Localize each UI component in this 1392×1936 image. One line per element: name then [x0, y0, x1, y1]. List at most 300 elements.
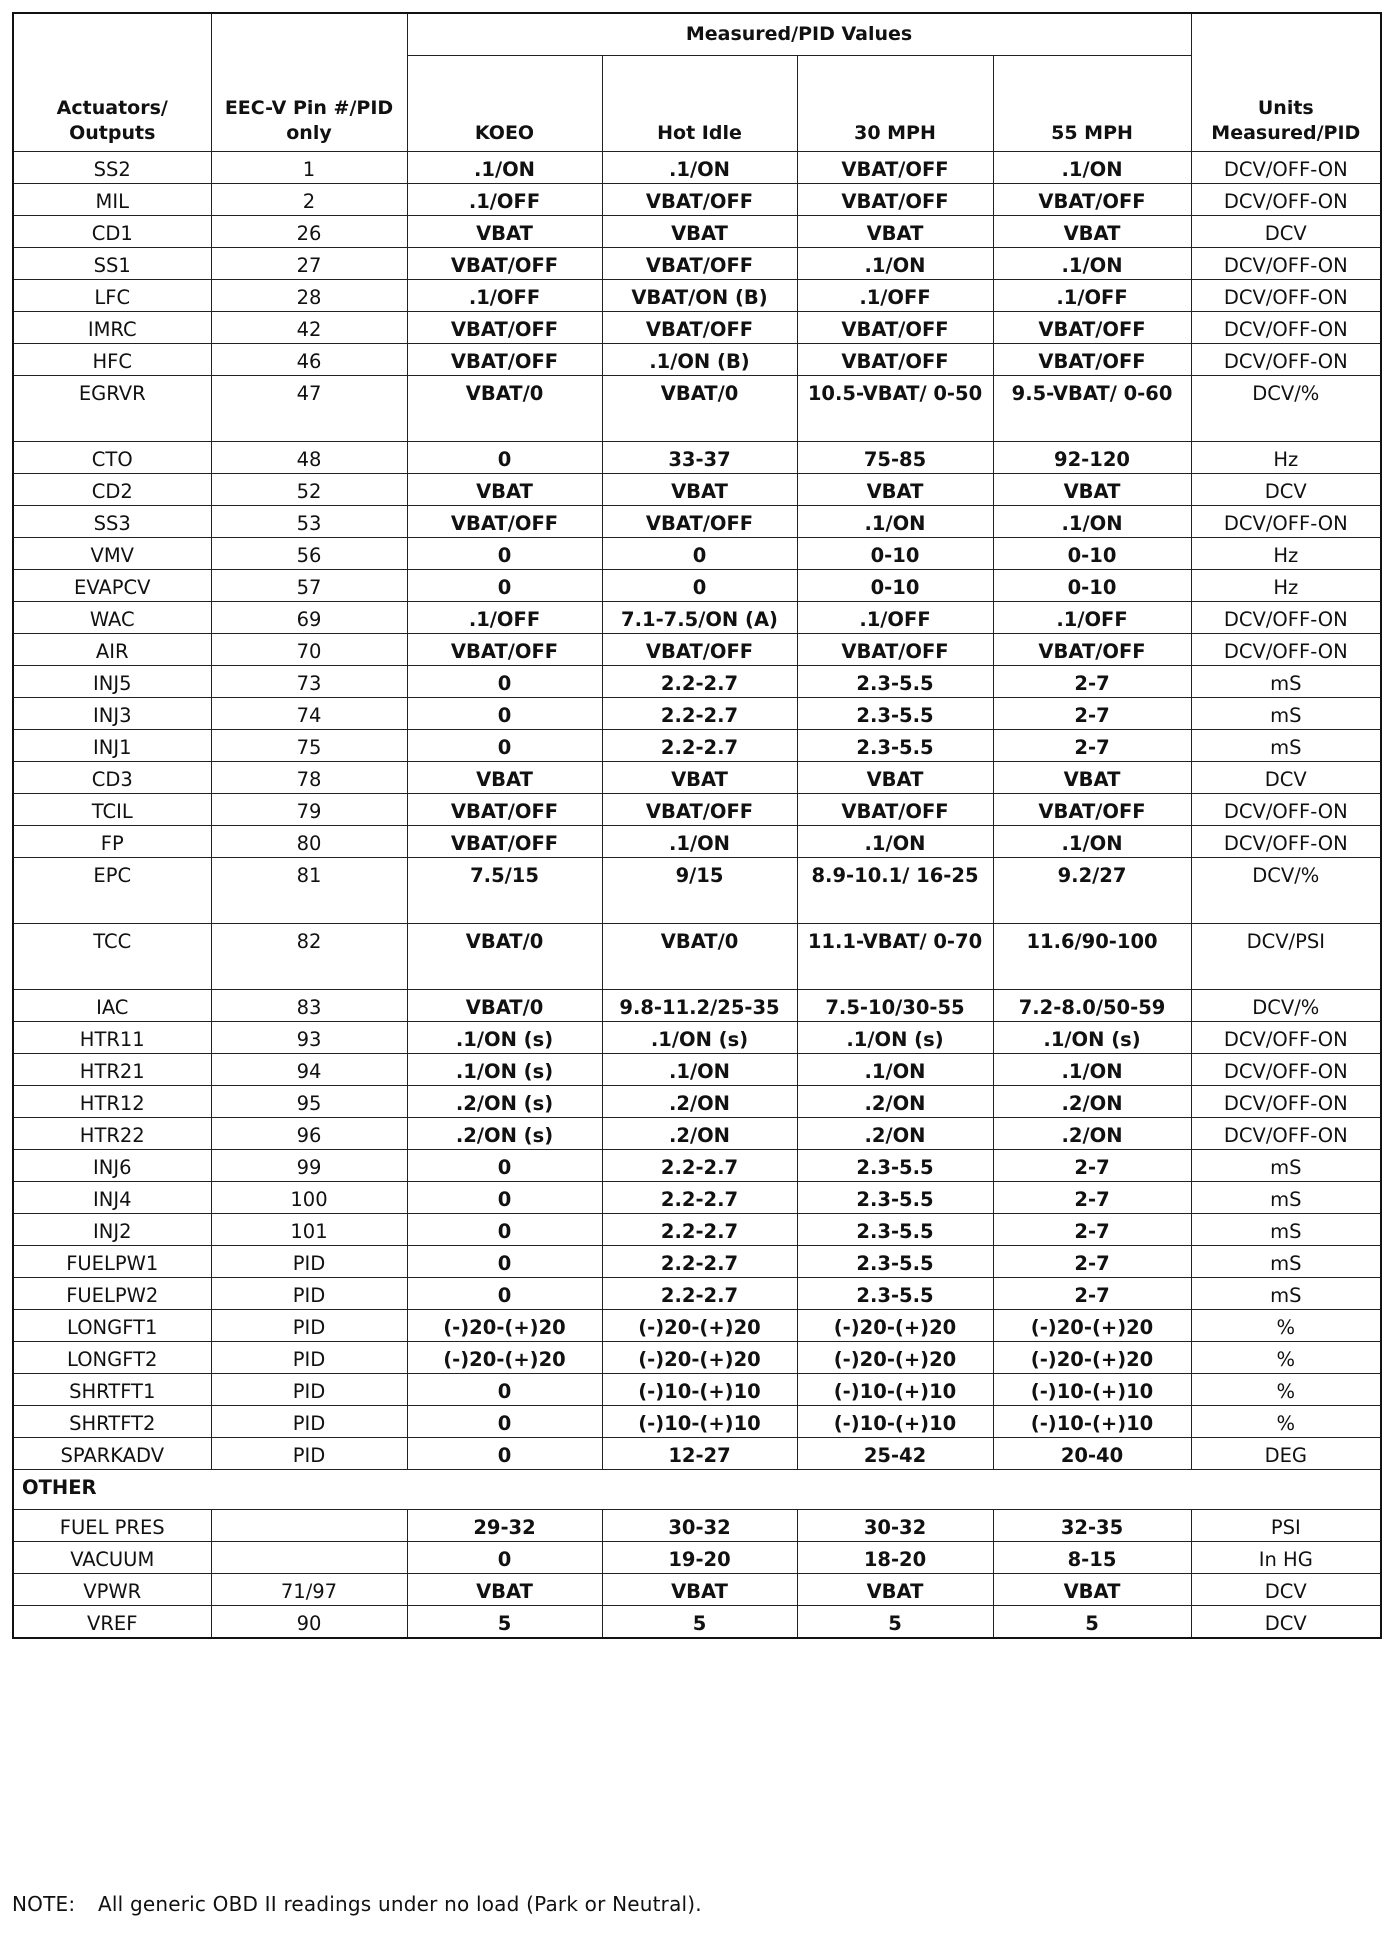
header-pin: EEC-V Pin #/PID only [211, 13, 407, 152]
cell-mph30: 2.3-5.5 [797, 1246, 993, 1278]
cell-koeo: 0 [407, 698, 602, 730]
cell-name: INJ1 [13, 730, 211, 762]
cell-name: HTR22 [13, 1118, 211, 1150]
cell-mph55: .2/ON [993, 1118, 1191, 1150]
table-row [13, 1182, 1381, 1214]
cell-unit: mS [1191, 1246, 1381, 1278]
cell-mph30: .1/OFF [797, 280, 993, 312]
cell-hot-idle: VBAT/0 [602, 376, 797, 442]
cell-name: VPWR [13, 1574, 211, 1606]
cell-pin: 73 [211, 666, 407, 698]
cell-unit: DCV [1191, 1574, 1381, 1606]
cell-mph30: .1/ON [797, 1054, 993, 1086]
cell-koeo: .1/ON (s) [407, 1054, 602, 1086]
cell-pin: 96 [211, 1118, 407, 1150]
cell-koeo: 29-32 [407, 1510, 602, 1542]
cell-unit: Hz [1191, 570, 1381, 602]
cell-koeo: VBAT/OFF [407, 344, 602, 376]
pid-values-table [12, 12, 1382, 1639]
cell-mph30: .1/ON [797, 248, 993, 280]
cell-mph55: 9.2/27 [993, 858, 1191, 924]
table-row [13, 1086, 1381, 1118]
cell-hot-idle: 12-27 [602, 1438, 797, 1470]
cell-hot-idle: VBAT/OFF [602, 794, 797, 826]
cell-koeo: 0 [407, 1150, 602, 1182]
cell-unit: DCV/% [1191, 376, 1381, 442]
table-row [13, 152, 1381, 184]
cell-unit: DCV/OFF-ON [1191, 1022, 1381, 1054]
cell-koeo: 0 [407, 442, 602, 474]
cell-mph55: VBAT/OFF [993, 184, 1191, 216]
cell-unit: mS [1191, 730, 1381, 762]
cell-name: WAC [13, 602, 211, 634]
cell-koeo: (-)20-(+)20 [407, 1310, 602, 1342]
cell-name: CD2 [13, 474, 211, 506]
cell-unit: mS [1191, 1278, 1381, 1310]
table-row [13, 248, 1381, 280]
header-actuators: Actuators/ Outputs [13, 13, 211, 152]
cell-mph30: VBAT/OFF [797, 794, 993, 826]
cell-name: VREF [13, 1606, 211, 1638]
table-row [13, 634, 1381, 666]
cell-mph55: 2-7 [993, 1214, 1191, 1246]
cell-mph55: .1/ON (s) [993, 1022, 1191, 1054]
cell-unit: Hz [1191, 538, 1381, 570]
cell-mph55: (-)10-(+)10 [993, 1374, 1191, 1406]
cell-unit: DCV/OFF-ON [1191, 1086, 1381, 1118]
cell-hot-idle: .1/ON [602, 1054, 797, 1086]
cell-hot-idle: 5 [602, 1606, 797, 1638]
cell-mph55: VBAT/OFF [993, 344, 1191, 376]
cell-mph30: .1/ON [797, 826, 993, 858]
cell-unit: DCV/% [1191, 990, 1381, 1022]
table-row [13, 1574, 1381, 1606]
cell-mph30: VBAT [797, 216, 993, 248]
cell-hot-idle: VBAT [602, 762, 797, 794]
cell-pin: 74 [211, 698, 407, 730]
cell-pin: 47 [211, 376, 407, 442]
cell-name: CTO [13, 442, 211, 474]
cell-name: EPC [13, 858, 211, 924]
cell-mph55: VBAT/OFF [993, 794, 1191, 826]
cell-hot-idle: 2.2-2.7 [602, 1182, 797, 1214]
cell-pin: 42 [211, 312, 407, 344]
cell-pin: 71/97 [211, 1574, 407, 1606]
cell-pin: 70 [211, 634, 407, 666]
cell-name: LONGFT2 [13, 1342, 211, 1374]
cell-mph30: VBAT/OFF [797, 152, 993, 184]
cell-mph55: VBAT/OFF [993, 634, 1191, 666]
table-row [13, 1342, 1381, 1374]
cell-name: CD1 [13, 216, 211, 248]
cell-pin: 95 [211, 1086, 407, 1118]
cell-pin: 48 [211, 442, 407, 474]
cell-unit: DCV/OFF-ON [1191, 344, 1381, 376]
cell-koeo: 0 [407, 570, 602, 602]
cell-mph30: 25-42 [797, 1438, 993, 1470]
section-label: OTHER [13, 1470, 1381, 1510]
cell-name: EGRVR [13, 376, 211, 442]
cell-mph55: 9.5-VBAT/ 0-60 [993, 376, 1191, 442]
cell-mph30: (-)20-(+)20 [797, 1310, 993, 1342]
cell-koeo: VBAT/0 [407, 990, 602, 1022]
cell-hot-idle: (-)20-(+)20 [602, 1342, 797, 1374]
cell-koeo: 0 [407, 538, 602, 570]
cell-unit: DCV/% [1191, 858, 1381, 924]
table-row [13, 1118, 1381, 1150]
cell-hot-idle: VBAT/ON (B) [602, 280, 797, 312]
cell-name: LFC [13, 280, 211, 312]
table-row [13, 280, 1381, 312]
table-row [13, 570, 1381, 602]
table-row [13, 1214, 1381, 1246]
cell-hot-idle: 2.2-2.7 [602, 666, 797, 698]
cell-name: IAC [13, 990, 211, 1022]
cell-koeo: 0 [407, 666, 602, 698]
cell-koeo: VBAT/OFF [407, 634, 602, 666]
cell-koeo: 0 [407, 1374, 602, 1406]
cell-unit: DCV/OFF-ON [1191, 602, 1381, 634]
cell-hot-idle: 7.1-7.5/ON (A) [602, 602, 797, 634]
cell-name: FUELPW1 [13, 1246, 211, 1278]
cell-mph55: 2-7 [993, 1278, 1191, 1310]
cell-unit: DCV/OFF-ON [1191, 1054, 1381, 1086]
cell-mph30: .1/ON (s) [797, 1022, 993, 1054]
cell-name: HTR21 [13, 1054, 211, 1086]
cell-mph55: VBAT [993, 216, 1191, 248]
cell-name: SS1 [13, 248, 211, 280]
cell-unit: DCV/OFF-ON [1191, 826, 1381, 858]
cell-hot-idle: .1/ON (B) [602, 344, 797, 376]
cell-name: EVAPCV [13, 570, 211, 602]
cell-mph30: .2/ON [797, 1118, 993, 1150]
cell-hot-idle: VBAT [602, 216, 797, 248]
cell-hot-idle: .2/ON [602, 1086, 797, 1118]
cell-mph30: 2.3-5.5 [797, 730, 993, 762]
cell-unit: DEG [1191, 1438, 1381, 1470]
cell-pin: 28 [211, 280, 407, 312]
cell-koeo: VBAT/0 [407, 924, 602, 990]
cell-hot-idle: 2.2-2.7 [602, 1214, 797, 1246]
cell-hot-idle: 2.2-2.7 [602, 1246, 797, 1278]
cell-pin: 56 [211, 538, 407, 570]
cell-hot-idle: 2.2-2.7 [602, 1278, 797, 1310]
cell-pin: PID [211, 1246, 407, 1278]
table-row [13, 602, 1381, 634]
cell-mph55: .1/ON [993, 152, 1191, 184]
table-row [13, 506, 1381, 538]
cell-unit: % [1191, 1406, 1381, 1438]
cell-unit: mS [1191, 1214, 1381, 1246]
cell-name: TCC [13, 924, 211, 990]
cell-hot-idle: .1/ON (s) [602, 1022, 797, 1054]
cell-mph30: .1/ON [797, 506, 993, 538]
cell-mph30: .2/ON [797, 1086, 993, 1118]
table-row [13, 794, 1381, 826]
cell-name: AIR [13, 634, 211, 666]
cell-mph55: .1/ON [993, 506, 1191, 538]
cell-koeo: VBAT/0 [407, 376, 602, 442]
table-row [13, 1054, 1381, 1086]
cell-name: FUELPW2 [13, 1278, 211, 1310]
cell-mph55: .2/ON [993, 1086, 1191, 1118]
cell-mph30: 2.3-5.5 [797, 1150, 993, 1182]
cell-mph30: 5 [797, 1606, 993, 1638]
table-row [13, 762, 1381, 794]
cell-pin: PID [211, 1278, 407, 1310]
cell-hot-idle: 33-37 [602, 442, 797, 474]
cell-unit: mS [1191, 1182, 1381, 1214]
cell-mph55: 20-40 [993, 1438, 1191, 1470]
cell-unit: DCV/OFF-ON [1191, 634, 1381, 666]
cell-koeo: 0 [407, 1278, 602, 1310]
cell-name: FUEL PRES [13, 1510, 211, 1542]
table-row [13, 666, 1381, 698]
cell-unit: DCV/OFF-ON [1191, 794, 1381, 826]
cell-koeo: .1/ON (s) [407, 1022, 602, 1054]
cell-hot-idle: 2.2-2.7 [602, 1150, 797, 1182]
table-row [13, 344, 1381, 376]
cell-mph30: 10.5-VBAT/ 0-50 [797, 376, 993, 442]
cell-mph55: 0-10 [993, 570, 1191, 602]
cell-mph55: VBAT/OFF [993, 312, 1191, 344]
table-row [13, 184, 1381, 216]
table-row [13, 1406, 1381, 1438]
cell-mph30: 11.1-VBAT/ 0-70 [797, 924, 993, 990]
cell-mph55: (-)20-(+)20 [993, 1310, 1191, 1342]
cell-mph55: .1/OFF [993, 602, 1191, 634]
cell-hot-idle: 9.8-11.2/25-35 [602, 990, 797, 1022]
cell-hot-idle: 30-32 [602, 1510, 797, 1542]
cell-pin: 52 [211, 474, 407, 506]
cell-mph30: (-)10-(+)10 [797, 1374, 993, 1406]
table-row [13, 1542, 1381, 1574]
cell-koeo: .1/OFF [407, 280, 602, 312]
cell-hot-idle: .1/ON [602, 826, 797, 858]
cell-pin: 46 [211, 344, 407, 376]
cell-mph30: 2.3-5.5 [797, 666, 993, 698]
cell-hot-idle: VBAT/OFF [602, 312, 797, 344]
cell-pin: 69 [211, 602, 407, 634]
cell-unit: % [1191, 1374, 1381, 1406]
table-row [13, 924, 1381, 990]
cell-mph55: VBAT [993, 1574, 1191, 1606]
table-row [13, 826, 1381, 858]
table-row [13, 1374, 1381, 1406]
cell-hot-idle: VBAT/OFF [602, 248, 797, 280]
cell-pin [211, 1510, 407, 1542]
cell-koeo: (-)20-(+)20 [407, 1342, 602, 1374]
cell-mph55: 5 [993, 1606, 1191, 1638]
cell-mph30: VBAT/OFF [797, 184, 993, 216]
cell-pin: 90 [211, 1606, 407, 1638]
header-30-mph: 30 MPH [797, 56, 993, 152]
cell-hot-idle: VBAT/OFF [602, 184, 797, 216]
cell-pin: 100 [211, 1182, 407, 1214]
cell-koeo: 7.5/15 [407, 858, 602, 924]
cell-mph30: 2.3-5.5 [797, 698, 993, 730]
cell-mph55: 8-15 [993, 1542, 1191, 1574]
cell-pin: 2 [211, 184, 407, 216]
section-row-other [13, 1470, 1381, 1510]
cell-koeo: VBAT/OFF [407, 248, 602, 280]
cell-unit: DCV/OFF-ON [1191, 1118, 1381, 1150]
cell-mph55: 11.6/90-100 [993, 924, 1191, 990]
cell-mph30: 0-10 [797, 570, 993, 602]
cell-unit: DCV/OFF-ON [1191, 312, 1381, 344]
cell-name: VACUUM [13, 1542, 211, 1574]
cell-koeo: .1/ON [407, 152, 602, 184]
cell-mph30: 8.9-10.1/ 16-25 [797, 858, 993, 924]
cell-unit: % [1191, 1342, 1381, 1374]
cell-name: INJ3 [13, 698, 211, 730]
cell-koeo: .2/ON (s) [407, 1118, 602, 1150]
table-row [13, 1022, 1381, 1054]
cell-unit: mS [1191, 698, 1381, 730]
cell-name: HTR12 [13, 1086, 211, 1118]
cell-unit: DCV/OFF-ON [1191, 280, 1381, 312]
cell-mph30: (-)10-(+)10 [797, 1406, 993, 1438]
cell-pin: 101 [211, 1214, 407, 1246]
cell-hot-idle: .2/ON [602, 1118, 797, 1150]
cell-mph55: .1/OFF [993, 280, 1191, 312]
cell-mph55: 2-7 [993, 1246, 1191, 1278]
note-label: NOTE: [12, 1892, 76, 1916]
cell-pin: 81 [211, 858, 407, 924]
cell-mph55: (-)10-(+)10 [993, 1406, 1191, 1438]
cell-mph55: 92-120 [993, 442, 1191, 474]
cell-unit: DCV/PSI [1191, 924, 1381, 990]
cell-hot-idle: VBAT [602, 474, 797, 506]
cell-name: VMV [13, 538, 211, 570]
cell-name: MIL [13, 184, 211, 216]
header-units: Units Measured/PID [1191, 13, 1381, 152]
cell-unit: mS [1191, 1150, 1381, 1182]
cell-pin: 79 [211, 794, 407, 826]
cell-mph55: .1/ON [993, 826, 1191, 858]
cell-name: LONGFT1 [13, 1310, 211, 1342]
cell-mph30: VBAT [797, 1574, 993, 1606]
cell-koeo: 0 [407, 1438, 602, 1470]
cell-mph55: .1/ON [993, 248, 1191, 280]
cell-koeo: VBAT [407, 216, 602, 248]
cell-mph55: 7.2-8.0/50-59 [993, 990, 1191, 1022]
note-text: All generic OBD II readings under no load (Park or Neutral). [98, 1892, 702, 1916]
cell-pin: PID [211, 1374, 407, 1406]
cell-unit: DCV/OFF-ON [1191, 152, 1381, 184]
cell-pin [211, 1542, 407, 1574]
cell-mph30: VBAT/OFF [797, 344, 993, 376]
cell-hot-idle: VBAT/0 [602, 924, 797, 990]
cell-koeo: VBAT/OFF [407, 826, 602, 858]
cell-unit: DCV [1191, 474, 1381, 506]
cell-hot-idle: (-)20-(+)20 [602, 1310, 797, 1342]
cell-unit: mS [1191, 666, 1381, 698]
cell-pin: 94 [211, 1054, 407, 1086]
cell-hot-idle: 2.2-2.7 [602, 698, 797, 730]
cell-name: TCIL [13, 794, 211, 826]
cell-pin: 80 [211, 826, 407, 858]
table-row [13, 474, 1381, 506]
cell-unit: DCV/OFF-ON [1191, 184, 1381, 216]
cell-unit: DCV/OFF-ON [1191, 248, 1381, 280]
cell-mph30: VBAT/OFF [797, 634, 993, 666]
cell-hot-idle: 19-20 [602, 1542, 797, 1574]
cell-pin: 83 [211, 990, 407, 1022]
cell-mph30: 75-85 [797, 442, 993, 474]
cell-hot-idle: VBAT [602, 1574, 797, 1606]
cell-mph55: .1/ON [993, 1054, 1191, 1086]
cell-pin: PID [211, 1310, 407, 1342]
cell-pin: 93 [211, 1022, 407, 1054]
cell-mph30: VBAT/OFF [797, 312, 993, 344]
table-row [13, 538, 1381, 570]
table-row [13, 1278, 1381, 1310]
cell-name: SHRTFT1 [13, 1374, 211, 1406]
cell-pin: 99 [211, 1150, 407, 1182]
cell-koeo: VBAT [407, 474, 602, 506]
cell-koeo: VBAT/OFF [407, 794, 602, 826]
cell-unit: DCV [1191, 762, 1381, 794]
cell-hot-idle: VBAT/OFF [602, 634, 797, 666]
cell-koeo: 0 [407, 1182, 602, 1214]
cell-pin: 82 [211, 924, 407, 990]
header-koeo: KOEO [407, 56, 602, 152]
cell-koeo: 0 [407, 1542, 602, 1574]
cell-mph30: VBAT [797, 474, 993, 506]
cell-name: IMRC [13, 312, 211, 344]
cell-koeo: 0 [407, 1246, 602, 1278]
cell-mph30: 18-20 [797, 1542, 993, 1574]
cell-unit: PSI [1191, 1510, 1381, 1542]
cell-unit: DCV/OFF-ON [1191, 506, 1381, 538]
cell-koeo: 5 [407, 1606, 602, 1638]
cell-mph30: VBAT [797, 762, 993, 794]
table-row [13, 312, 1381, 344]
cell-koeo: VBAT [407, 1574, 602, 1606]
cell-pin: PID [211, 1406, 407, 1438]
cell-unit: DCV [1191, 1606, 1381, 1638]
cell-name: HTR11 [13, 1022, 211, 1054]
table-row [13, 730, 1381, 762]
cell-koeo: VBAT [407, 762, 602, 794]
table-row [13, 858, 1381, 924]
cell-mph55: (-)20-(+)20 [993, 1342, 1191, 1374]
cell-mph30: 0-10 [797, 538, 993, 570]
cell-mph55: 2-7 [993, 698, 1191, 730]
cell-koeo: 0 [407, 1214, 602, 1246]
cell-mph55: 32-35 [993, 1510, 1191, 1542]
table-row [13, 1438, 1381, 1470]
cell-mph55: VBAT [993, 474, 1191, 506]
cell-pin: 78 [211, 762, 407, 794]
cell-hot-idle: 2.2-2.7 [602, 730, 797, 762]
cell-mph30: (-)20-(+)20 [797, 1342, 993, 1374]
cell-unit: DCV [1191, 216, 1381, 248]
cell-pin: 1 [211, 152, 407, 184]
cell-koeo: .2/ON (s) [407, 1086, 602, 1118]
header-measured: Measured/PID Values [407, 13, 1191, 56]
cell-name: SHRTFT2 [13, 1406, 211, 1438]
cell-mph30: 30-32 [797, 1510, 993, 1542]
cell-hot-idle: (-)10-(+)10 [602, 1406, 797, 1438]
cell-pin: 26 [211, 216, 407, 248]
cell-mph30: 2.3-5.5 [797, 1214, 993, 1246]
cell-mph55: VBAT [993, 762, 1191, 794]
cell-mph30: .1/OFF [797, 602, 993, 634]
cell-mph55: 2-7 [993, 1182, 1191, 1214]
cell-pin: 75 [211, 730, 407, 762]
